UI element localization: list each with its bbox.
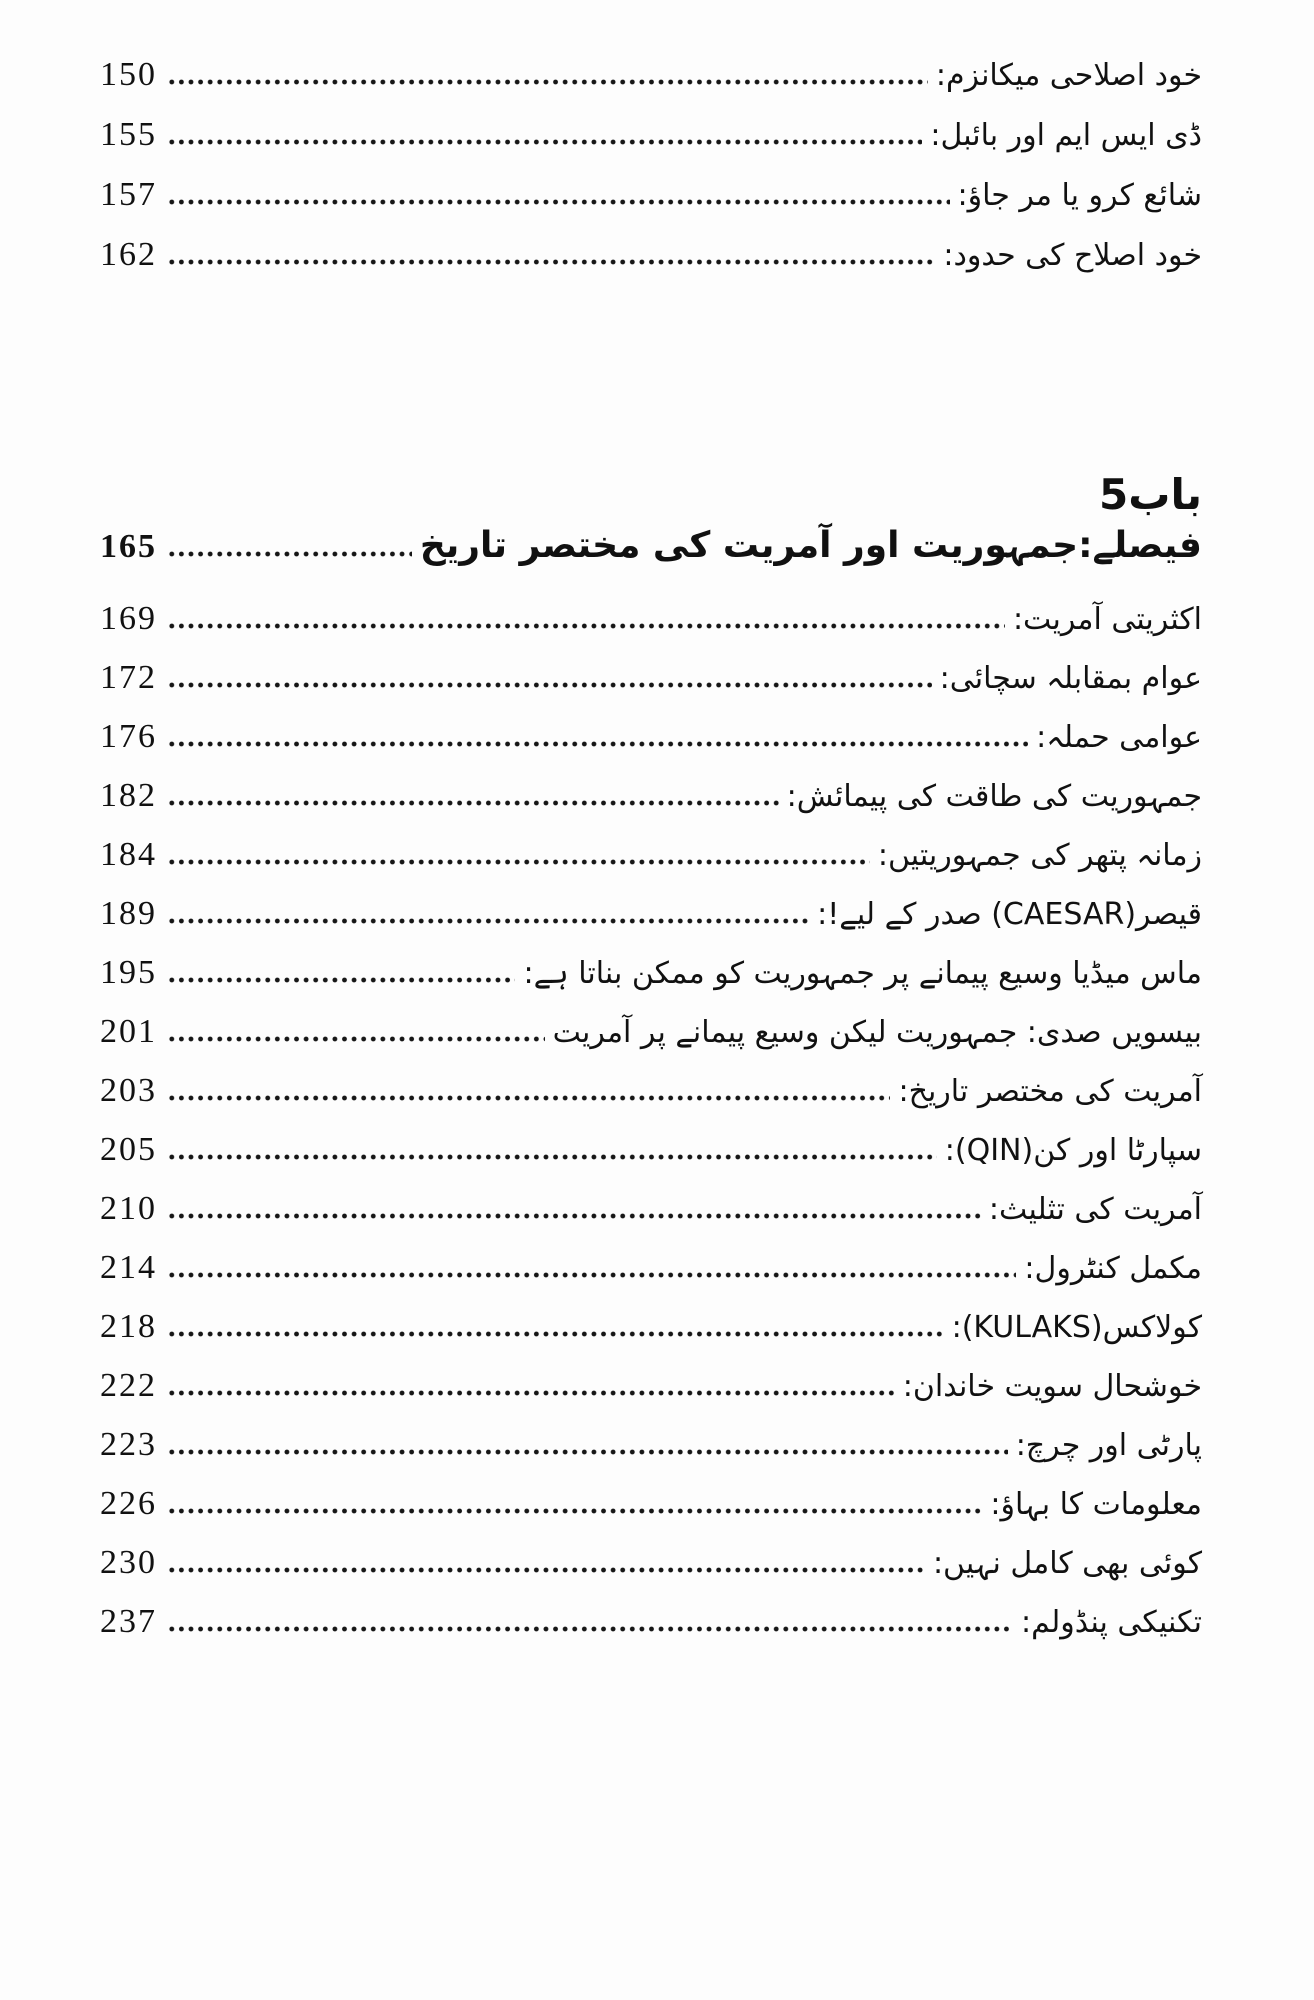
entry-title: سپارٹا اور کن(QIN): [944, 1133, 1202, 1168]
toc-entry [100, 1603, 1202, 1662]
chapter-title-entry [100, 524, 1202, 600]
toc-entry [100, 1367, 1202, 1426]
entry-title: بیسویں صدی: جمہوریت لیکن وسیع پیمانے پر آمریت [552, 1015, 1202, 1050]
toc-entry [100, 1072, 1202, 1131]
entry-page-number: 155 [100, 116, 157, 153]
toc-entry [100, 1308, 1202, 1367]
dot-leader [167, 1508, 982, 1514]
dot-leader [167, 79, 928, 85]
entry-page-number: 226 [100, 1485, 157, 1522]
entry-page-number: 203 [100, 1072, 157, 1109]
entry-title: خوشحال سویت خاندان: [902, 1369, 1202, 1404]
entry-page-number: 165 [100, 528, 157, 565]
entry-title: اکثریتی آمریت: [1012, 602, 1202, 637]
entry-page-number: 157 [100, 176, 157, 213]
entry-page-number: 162 [100, 236, 157, 273]
entry-page-number: 172 [100, 659, 157, 696]
toc-entry [100, 659, 1202, 718]
entry-page-number: 214 [100, 1249, 157, 1286]
toc-entry [100, 1013, 1202, 1072]
toc-entry [100, 56, 1202, 116]
entry-page-number: 205 [100, 1131, 157, 1168]
dot-leader [167, 918, 809, 924]
section-gap [100, 296, 1202, 466]
dot-leader [167, 623, 1005, 629]
entry-page-number: 222 [100, 1367, 157, 1404]
entry-page-number: 195 [100, 954, 157, 991]
entry-page-number: 184 [100, 836, 157, 873]
entry-title: عوام بمقابلہ سچائی: [939, 661, 1202, 696]
entry-title: زمانہ پتھر کی جمہوریتیں: [877, 838, 1202, 873]
toc-entry [100, 777, 1202, 836]
chapter-title: فیصلے:جمہوریت اور آمریت کی مختصر تاریخ [419, 525, 1202, 566]
entry-title: معلومات کا بہاؤ: [990, 1487, 1202, 1522]
toc-entry [100, 954, 1202, 1013]
toc-entry [100, 1426, 1202, 1485]
toc-entry [100, 116, 1202, 176]
toc-entry [100, 1485, 1202, 1544]
entry-title: مکمل کنٹرول: [1024, 1251, 1202, 1286]
entry-title: آمریت کی تثلیث: [988, 1192, 1202, 1227]
entry-title: کولاکس(KULAKS): [951, 1310, 1202, 1345]
entry-page-number: 176 [100, 718, 157, 755]
dot-leader [167, 682, 932, 688]
entry-title: پارٹی اور چرچ: [1015, 1428, 1202, 1463]
entry-page-number: 189 [100, 895, 157, 932]
dot-leader [167, 1449, 1008, 1455]
dot-leader [167, 1272, 1016, 1278]
toc-entry [100, 1190, 1202, 1249]
toc-entry [100, 836, 1202, 895]
toc-entry [100, 895, 1202, 954]
dot-leader [167, 977, 515, 983]
entry-page-number: 182 [100, 777, 157, 814]
entry-page-number: 218 [100, 1308, 157, 1345]
dot-leader [167, 1626, 1013, 1632]
dot-leader [167, 1213, 981, 1219]
dot-leader [167, 741, 1028, 747]
entry-page-number: 223 [100, 1426, 157, 1463]
toc-entry [100, 600, 1202, 659]
entry-page-number: 230 [100, 1544, 157, 1581]
entry-title: ڈی ایس ایم اور بائبل: [930, 118, 1202, 153]
dot-leader [167, 1095, 890, 1101]
toc-entry [100, 718, 1202, 777]
dot-leader [167, 859, 870, 865]
entry-page-number: 237 [100, 1603, 157, 1640]
entry-title: تکنیکی پنڈولم: [1021, 1605, 1202, 1640]
toc-entry [100, 236, 1202, 296]
toc-entry [100, 1249, 1202, 1308]
chapter-number: باب5 [1099, 470, 1202, 519]
dot-leader [167, 1331, 944, 1337]
entry-title: آمریت کی مختصر تاریخ: [898, 1074, 1202, 1109]
toc-entry [100, 176, 1202, 236]
entry-page-number: 210 [100, 1190, 157, 1227]
dot-leader [167, 1154, 937, 1160]
entry-title: ماس میڈیا وسیع پیمانے پر جمہوریت کو ممکن بناتا ہے: [523, 956, 1202, 991]
entry-title: جمہوریت کی طاقت کی پیمائش: [786, 779, 1202, 814]
dot-leader [167, 1390, 895, 1396]
dot-leader [167, 199, 950, 205]
dot-leader [167, 1567, 925, 1573]
dot-leader [167, 551, 412, 557]
dot-leader [167, 139, 922, 145]
dot-leader [167, 1036, 545, 1042]
dot-leader [167, 800, 779, 806]
entry-title: خود اصلاحی میکانزم: [935, 58, 1202, 93]
entry-page-number: 201 [100, 1013, 157, 1050]
entry-title: عوامی حملہ: [1036, 720, 1202, 755]
entry-title: شائع کرو یا مر جاؤ: [957, 178, 1202, 213]
toc-entry [100, 1544, 1202, 1603]
entry-title: کوئی بھی کامل نہیں: [932, 1546, 1202, 1581]
dot-leader [167, 259, 935, 265]
entry-title: قیصر(CAESAR) صدر کے لیے!: [817, 897, 1202, 932]
entry-page-number: 169 [100, 600, 157, 637]
entry-title: خود اصلاح کی حدود: [943, 238, 1202, 273]
entry-page-number: 150 [100, 56, 157, 93]
toc-entry [100, 1131, 1202, 1190]
